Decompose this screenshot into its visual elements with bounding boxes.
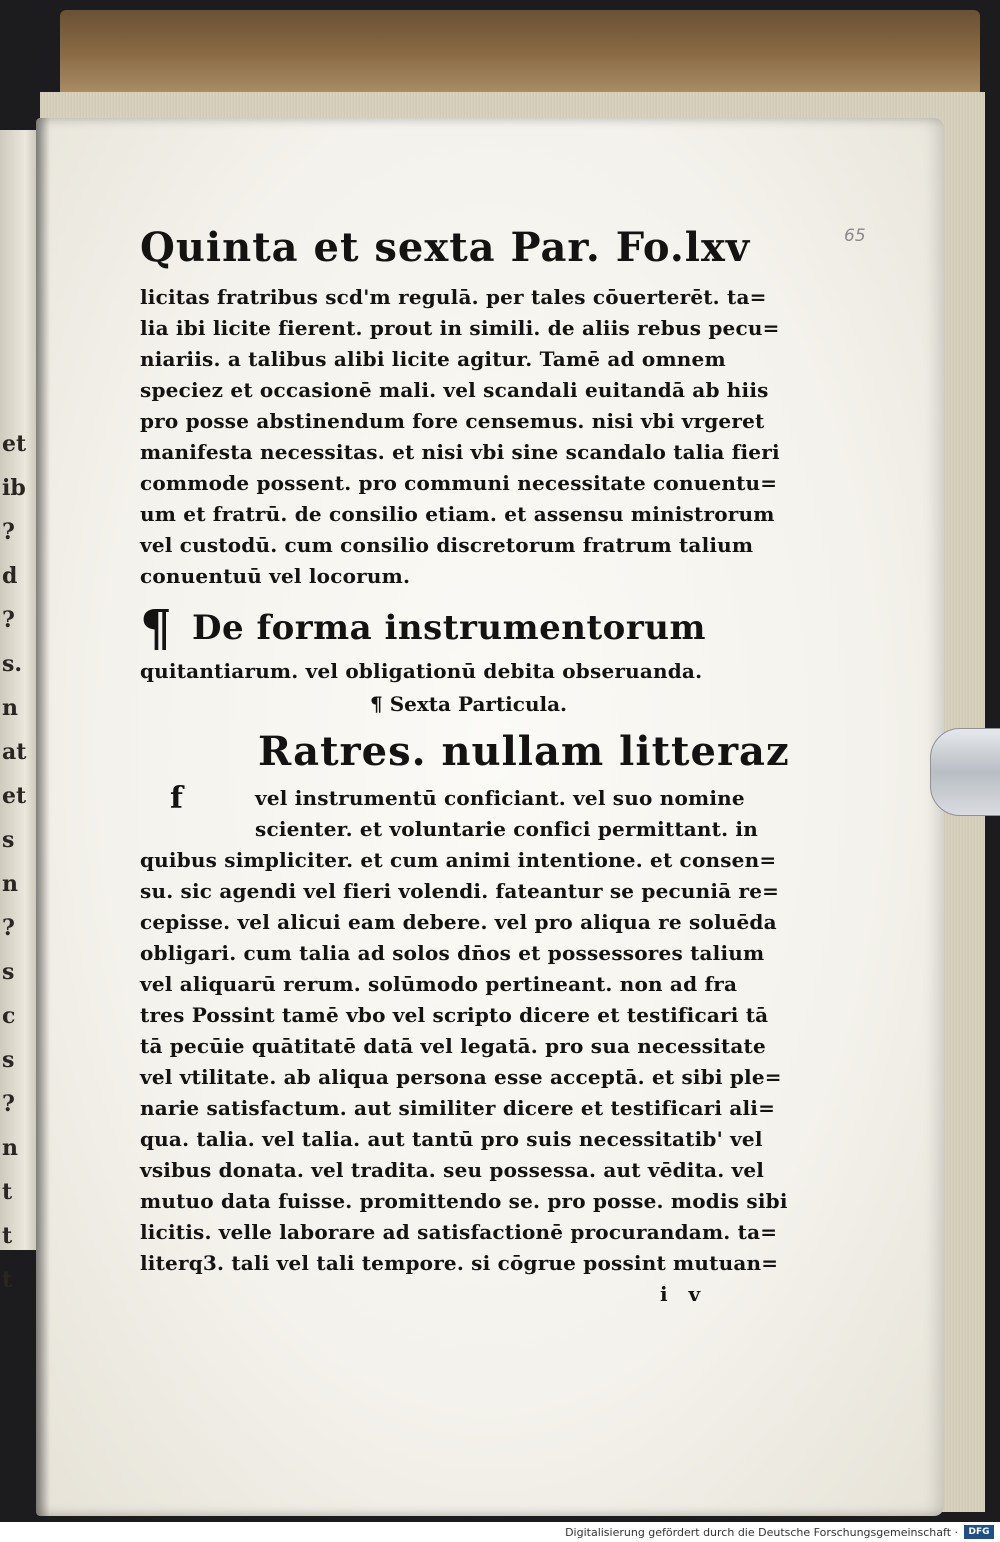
facing-page-fragment-text: s bbox=[2, 1047, 15, 1073]
text-line: cepisse. vel alicui eam debere. vel pro aliqua re soluēda bbox=[140, 910, 777, 934]
text-line: quibus simpliciter. et cum animi intentione. et consen= bbox=[140, 848, 777, 872]
text-line: vsibus donata. vel tradita. seu possessa. aut vēdita. vel bbox=[140, 1158, 765, 1182]
text-line: qua. talia. vel talia. aut tantū pro suis necessitatib' vel bbox=[140, 1127, 763, 1151]
text-line: licitis. velle laborare ad satisfactionē procurandam. ta= bbox=[140, 1220, 778, 1244]
opening-word: Ratres. nullam litteraz bbox=[258, 728, 790, 775]
facing-page-fragment-text: ? bbox=[2, 519, 15, 545]
section-heading bbox=[140, 600, 790, 656]
text-line: um et fratrū. de consilio etiam. et assensu ministrorum bbox=[140, 502, 775, 526]
paragraph-2-indented bbox=[140, 783, 790, 845]
text-line: niariis. a talibus alibi licite agitur. Tamē ad omnem bbox=[140, 347, 726, 371]
text-line: vel instrumentū conficiant. vel suo nomine bbox=[255, 786, 745, 810]
facing-page-fragment-text: c bbox=[2, 1003, 16, 1029]
guide-letter: f bbox=[170, 781, 183, 816]
facing-page-fragment-text: s bbox=[2, 959, 15, 985]
particula-label: ¶ Sexta Particula. bbox=[370, 692, 568, 716]
page-clamp bbox=[930, 728, 1000, 816]
facing-page-fragment-text: s. bbox=[2, 651, 23, 677]
text-line: conuentuū vel locorum. bbox=[140, 564, 411, 588]
footer-bar bbox=[0, 1522, 1000, 1542]
facing-page-fragment-text: n bbox=[2, 871, 18, 897]
text-line: literq3. tali vel tali tempore. si cōgrue possint mutuan= bbox=[140, 1251, 779, 1275]
facing-page-fragment-text: ? bbox=[2, 607, 15, 633]
text-line: mutuo data fuisse. promittendo se. pro posse. modis sibi bbox=[140, 1189, 788, 1213]
pencil-folio-number: 65 bbox=[844, 226, 866, 246]
paragraph-1 bbox=[140, 282, 790, 592]
text-line: pro posse abstinendum fore censemus. nisi vbi vrgeret bbox=[140, 409, 765, 433]
facing-page-fragment-text: s bbox=[2, 827, 15, 853]
section-title: De forma instrumentorum bbox=[192, 608, 706, 648]
text-line: vel vtilitate. ab aliqua persona esse acceptā. et sibi ple= bbox=[140, 1065, 782, 1089]
facing-page-fragment-text: n bbox=[2, 1135, 18, 1161]
text-line: scienter. et voluntarie confici permittant. in bbox=[255, 817, 758, 841]
text-line: licitas fratribus scd'm regulā. per tales cōuerterēt. ta= bbox=[140, 285, 767, 309]
facing-page-fragment-text: at bbox=[2, 739, 27, 765]
facing-page-fragment-text: t bbox=[2, 1179, 13, 1205]
facing-page-fragment-text: t bbox=[2, 1223, 13, 1249]
running-head: Quinta et sexta Par. Fo.lxv bbox=[140, 224, 751, 271]
text-line: manifesta necessitas. et nisi vbi sine scandalo talia fieri bbox=[140, 440, 780, 464]
paragraph-2 bbox=[140, 845, 790, 1279]
signature-mark: i v bbox=[660, 1282, 701, 1306]
facing-page-fragment-text: ? bbox=[2, 1091, 15, 1117]
facing-page-fragment-text: et bbox=[2, 783, 27, 809]
text-line: obligari. cum talia ad solos dn̄os et possessores talium bbox=[140, 941, 765, 965]
footer-credit: Digitalisierung gefördert durch die Deutsche Forschungsgemeinschaft · bbox=[565, 1525, 958, 1539]
pilcrow-icon: ¶ bbox=[140, 598, 173, 657]
text-line: speciez et occasionē mali. vel scandali euitandā ab hiis bbox=[140, 378, 769, 402]
facing-page-fragment-text: n bbox=[2, 695, 18, 721]
text-line: tā pecūie quātitatē datā vel legatā. pro sua necessitate bbox=[140, 1034, 766, 1058]
facing-page-fragment-text: ib bbox=[2, 475, 26, 501]
facing-page-fragment-text: t bbox=[2, 1267, 13, 1293]
text-line: commode possent. pro communi necessitate conuentu= bbox=[140, 471, 778, 495]
printed-text-block bbox=[140, 220, 790, 1310]
text-line: vel custodū. cum consilio discretorum fratrum talium bbox=[140, 533, 754, 557]
facing-page-text bbox=[2, 430, 32, 1294]
dfg-logo: DFG bbox=[964, 1525, 994, 1539]
facing-page-fragment-text: d bbox=[2, 563, 18, 589]
facing-page-fragment-text: et bbox=[2, 431, 27, 457]
section-subtitle: quitantiarum. vel obligationū debita obseruanda. bbox=[140, 659, 703, 683]
text-line: su. sic agendi vel fieri volendi. fateantur se pecuniā re= bbox=[140, 879, 780, 903]
facing-page-fragment-text: ? bbox=[2, 915, 15, 941]
text-line: tres Possint tamē vbo vel scripto dicere et testificari tā bbox=[140, 1003, 769, 1027]
text-line: narie satisfactum. aut similiter dicere et testificari ali= bbox=[140, 1096, 776, 1120]
text-line: vel aliquarū rerum. solūmodo pertineant. non ad fra bbox=[140, 972, 738, 996]
text-line: lia ibi licite fierent. prout in simili. de aliis rebus pecu= bbox=[140, 316, 780, 340]
page-gutter-shadow bbox=[36, 118, 50, 1516]
